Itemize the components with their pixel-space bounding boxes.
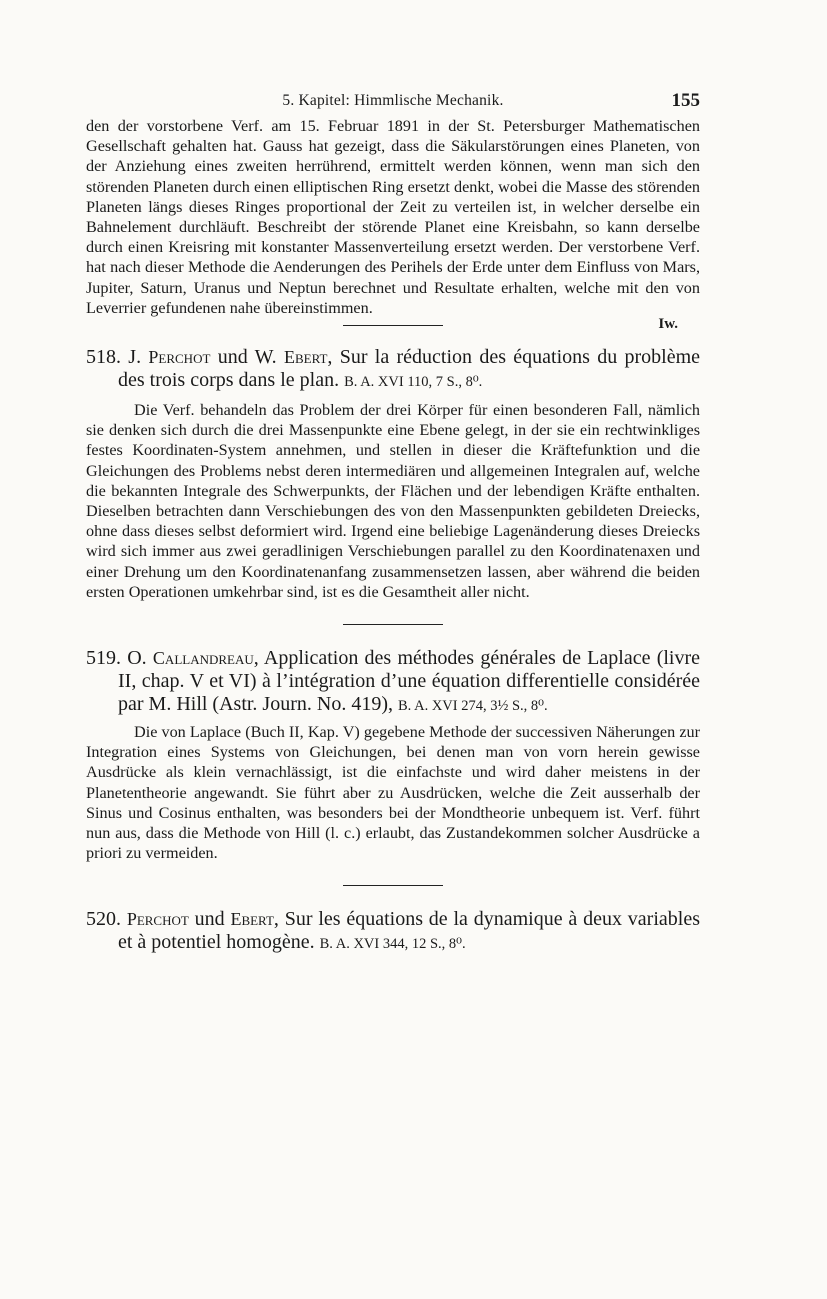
bibliographic-reference: B. A. XVI 344, 12 S., 8⁰. xyxy=(319,936,466,953)
reviewer-signature: Iw. xyxy=(658,316,678,333)
entry-title: , Sur les équations de la dynamique à deux variables et à potentiel homogène. xyxy=(118,908,700,954)
entry-520 xyxy=(86,908,700,956)
entry-number: 520. xyxy=(86,908,121,931)
author-name: Perchot xyxy=(126,909,189,930)
entry-518 xyxy=(86,346,700,602)
author-name: Ebert xyxy=(283,347,328,368)
bibliographic-reference: B. A. XVI 274, 3½ S., 8⁰. xyxy=(397,698,548,715)
bibliographic-reference: B. A. XVI 110, 7 S., 8⁰. xyxy=(344,374,483,391)
entry-heading: 520. Perchot und Ebert, Sur les équations de la dynamique à deux variables et à potentiel homogène. B. A. XVI 344, 12 S., 8⁰. xyxy=(86,908,700,954)
running-header xyxy=(86,92,700,116)
entry-519 xyxy=(86,647,700,863)
entry-heading: 518. J. Perchot und W. Ebert, Sur la réduction des équations du problème des trois corps dans le plan. B. A. XVI 110, 7 S., 8⁰. xyxy=(86,346,701,392)
chapter-title: 5. Kapitel: Himmlische Mechanik. xyxy=(282,92,504,109)
author-name: Ebert xyxy=(230,909,274,930)
intro-paragraph: den der vorstorbene Verf. am 15. Februar 1891 in der St. Petersburger Mathematischen Gesellschaft gehalten hat. Gauss hat gezeigt, dass die Säkularstörungen eines Planeten, von der Anziehung eines zweiten herrührend, ermittelt werden können, wenn man sich den störenden Planeten durch einen elliptischen Ring ersetzt denkt, wobei die Masse des störenden Planeten längs dieses Ringes proportional der Zeit zu verteilen ist, in welcher derselbe ein Bahnelement durchläuft. Beschreibt der störende Planet eine Kreisbahn, so kann derselbe durch einen Kreisring mit konstanter Massenverteilung ersetzt werden. Der verstorbene Verf. hat nach dieser Methode die Aenderungen des Perihels der Erde unter dem Einfluss von Mars, Jupiter, Saturn, Uranus und Neptun berechnet und Resultate erhalten, welche mit den von Leverrier gefundenen nahe übereinstimmen. xyxy=(86,117,700,317)
page-number: 155 xyxy=(671,90,700,111)
entry-heading: 519. O. Callandreau, Application des méthodes générales de Laplace (livre II, chap. V et VI) à l’intégration d’une équation differentielle considérée par M. Hill (Astr. Journ. No. 419), B. A. XVI 274, 3½ S., 8⁰. xyxy=(86,647,701,716)
entry-number: 518. xyxy=(86,346,121,369)
entry-body: Die von Laplace (Buch II, Kap. V) gegebene Methode der successiven Näherungen zur Integration eines Systems von Gleichungen, bei denen man von vorn herein gewisse Ausdrücke als klein vernachlässigt, ist die einfachste und wird daher meistens in der Planetentheorie angewandt. Sie führt aber zu Ausdrücken, welche die Zeit ausserhalb der Sinus und Cosinus enthalten, was besonders bei der Mondtheorie unbequem ist. Verf. führt nun aus, dass die Methode von Hill (l. c.) erlaubt, das Zustandekommen solcher Ausdrücke a priori zu vermeiden. xyxy=(86,723,700,863)
entry-number: 519. xyxy=(86,647,121,670)
entry-body: Die Verf. behandeln das Problem der drei Körper für einen besonderen Fall, nämlich sie denken sich durch die drei Massenpunkte eine Ebene gelegt, in der sie ein rechtwinkliges festes Koordinaten-System annehmen, und stellen in dieser die Kräftefunktion und die Gleichungen des Problems nebst deren intermediären und allgemeinen Integralen auf, welche die bekannten Integrale des Schwerpunkts, der Flächen und der lebendigen Kräfte enthalten. Dieselben betrachten dann Verschiebungen des von den Massenpunkten gebildeten Dreiecks, ohne dass dieses selbst deformiert wird. Irgend eine beliebige Lagenänderung dieses Dreiecks wird sich immer aus zwei geradlinigen Verschiebungen parallel zu den Koordinatenaxen und einer Drehung um den Koordinatenanfang zusammensetzen lassen, aber während die beiden ersten Operationen umkehrbar sind, ist es die Gesamtheit aller nicht. xyxy=(86,401,700,601)
author-name: Callandreau xyxy=(152,648,254,669)
page xyxy=(86,92,700,956)
author-name: Perchot xyxy=(148,347,211,368)
entry-title: , Sur la réduction des équations du problème des trois corps dans le plan. xyxy=(118,346,701,392)
entry-title: , Application des méthodes générales de Laplace (livre II, chap. V et VI) à l’intégration d’une équation differentielle considérée par M. Hill (Astr. Journ. No. 419), xyxy=(118,647,701,716)
